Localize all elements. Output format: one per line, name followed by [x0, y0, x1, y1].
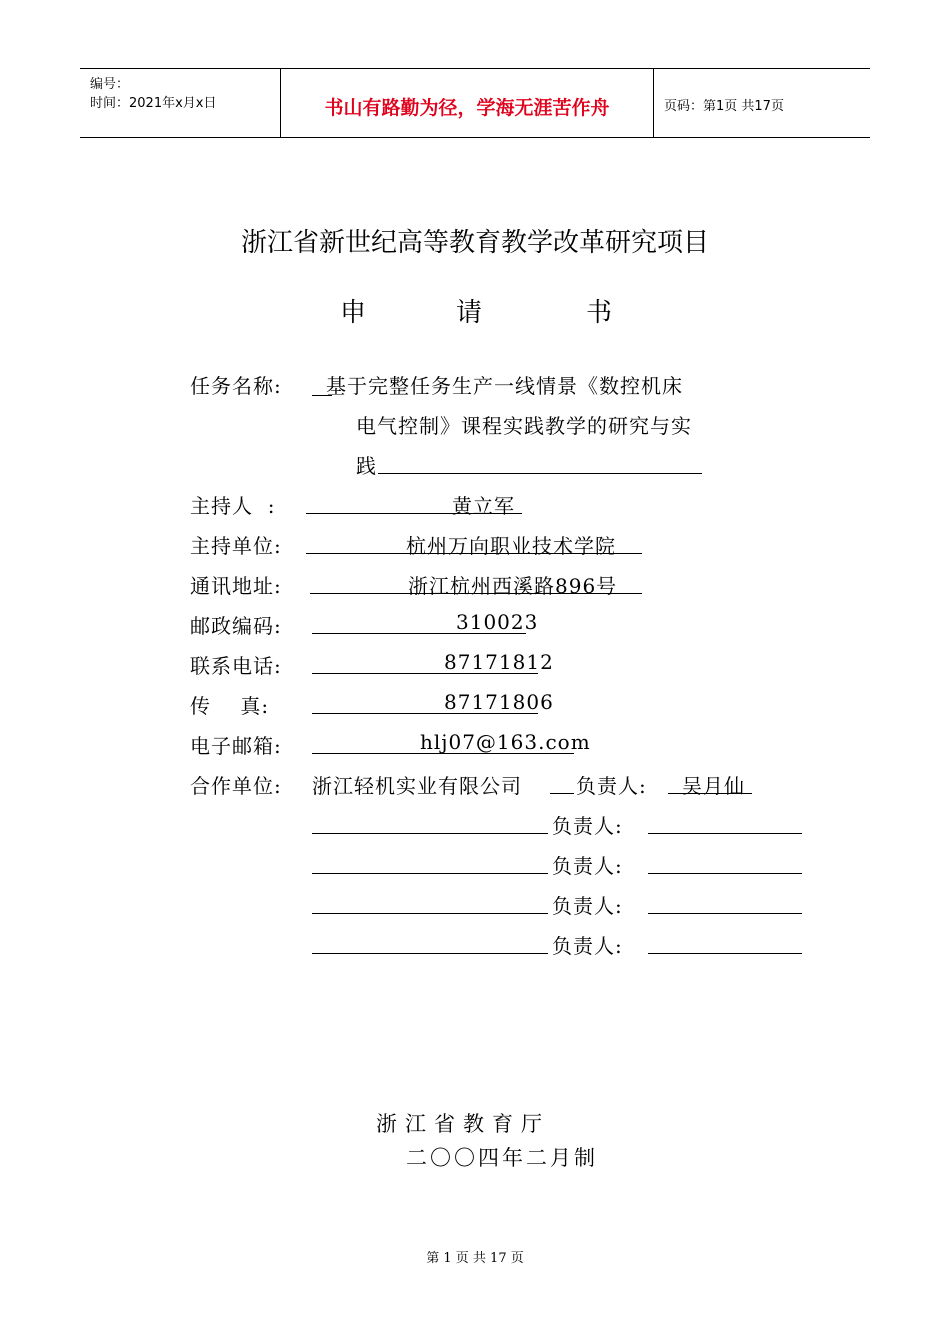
- blank-responsible-line: [648, 953, 802, 954]
- task-name-underline-tail: [378, 473, 702, 474]
- coop-gap-underline: [550, 793, 574, 794]
- coop-responsible-value: 吴月仙: [682, 774, 745, 798]
- unit-label: 主持单位:: [190, 534, 282, 558]
- host-label: 主持人 :: [190, 494, 276, 518]
- header-page-info: 页码：第1页 共17页: [664, 99, 784, 114]
- blank-unit-line: [312, 953, 548, 954]
- coop-unit-value: 浙江轻机实业有限公司: [312, 774, 522, 798]
- blank-unit-line: [312, 913, 548, 914]
- doc-number-label: 编号：: [90, 77, 130, 92]
- postcode-label: 邮政编码:: [190, 614, 282, 638]
- document-title: 浙江省新世纪高等教育教学改革研究项目: [240, 228, 709, 258]
- blank-responsible-label: 负责人:: [552, 814, 623, 838]
- address-label: 通讯地址:: [190, 574, 282, 598]
- task-name-line-2: 电气控制》课程实践教学的研究与实: [356, 414, 692, 438]
- task-name-label: 任务名称:: [190, 374, 282, 398]
- postcode-value: 310023: [456, 610, 539, 634]
- header-left-cell: [80, 69, 280, 137]
- email-value: hlj07@163.com: [420, 730, 591, 754]
- blank-responsible-label: 负责人:: [552, 854, 623, 878]
- phone-label: 联系电话:: [190, 654, 282, 678]
- subtitle-char-2: 请: [456, 298, 483, 328]
- issuing-organization: 浙江省教育厅: [376, 1112, 550, 1136]
- blank-responsible-label: 负责人:: [552, 934, 623, 958]
- header-right-cell: [654, 69, 870, 137]
- coop-responsible-label: 负责人:: [576, 774, 647, 798]
- blank-responsible-label: 负责人:: [552, 894, 623, 918]
- doc-time-label: 时间：2021年x月x日: [90, 96, 217, 111]
- unit-value: 杭州万向职业技术学院: [406, 534, 616, 558]
- blank-responsible-line: [648, 913, 802, 914]
- blank-responsible-line: [648, 833, 802, 834]
- subtitle-char-3: 书: [586, 298, 613, 328]
- page-footer: 第 1 页 共 17 页: [426, 1251, 524, 1266]
- fax-value: 87171806: [444, 690, 554, 714]
- header-middle-cell: [280, 69, 654, 137]
- header-motto: 书山有路勤为径，学海无涯苦作舟: [324, 97, 610, 119]
- email-label: 电子邮箱:: [190, 734, 282, 758]
- blank-unit-line: [312, 833, 548, 834]
- coop-label: 合作单位:: [190, 774, 282, 798]
- header-table: [80, 68, 870, 138]
- task-name-line-3: 践: [356, 454, 377, 478]
- blank-responsible-line: [648, 873, 802, 874]
- blank-unit-line: [312, 873, 548, 874]
- task-name-line-1: 基于完整任务生产一线情景《数控机床: [326, 374, 683, 398]
- subtitle-char-1: 申: [340, 298, 367, 328]
- fax-label: 传 真:: [190, 694, 270, 718]
- phone-value: 87171812: [444, 650, 554, 674]
- issue-date: 二〇〇四年二月制: [406, 1146, 598, 1170]
- address-value: 浙江杭州西溪路896号: [408, 574, 618, 598]
- host-value: 黄立军: [452, 494, 515, 518]
